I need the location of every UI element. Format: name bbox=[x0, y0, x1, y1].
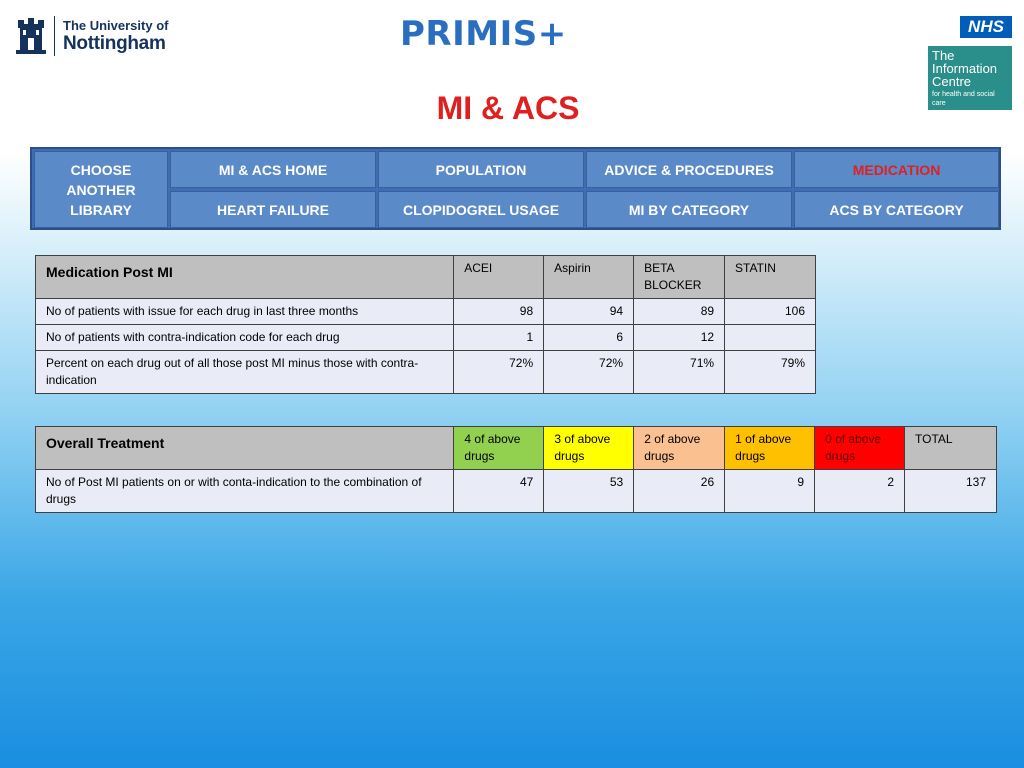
table-row bbox=[36, 299, 816, 325]
cell-value: 6 bbox=[544, 325, 634, 351]
column-header-0-drugs: 0 of above drugs bbox=[815, 427, 905, 470]
cell-value: 72% bbox=[454, 351, 544, 394]
table-header-row bbox=[36, 256, 816, 299]
treatment-table-title: Overall Treatment bbox=[36, 427, 454, 470]
table-header-row bbox=[36, 427, 997, 470]
page-title: MI & ACS bbox=[436, 90, 580, 126]
cell-value: 71% bbox=[634, 351, 725, 394]
primis-logo: PRIMIS+ bbox=[400, 14, 567, 54]
nav-advice-procedures[interactable]: ADVICE & PROCEDURES bbox=[586, 151, 792, 188]
medication-post-mi-table bbox=[35, 255, 816, 394]
cell-value: 89 bbox=[634, 299, 725, 325]
ic-tagline: for health and social care bbox=[932, 91, 995, 107]
cell-value: 1 bbox=[454, 325, 544, 351]
nav-mi-by-category[interactable]: MI BY CATEGORY bbox=[586, 191, 792, 228]
column-header-4-drugs: 4 of above drugs bbox=[454, 427, 544, 470]
ic-line3: Centre bbox=[932, 74, 972, 89]
column-header-1-drug: 1 of above drugs bbox=[725, 427, 815, 470]
row-label: No of patients with issue for each drug in last three months bbox=[36, 299, 454, 325]
table-row bbox=[36, 325, 816, 351]
cell-value: 137 bbox=[905, 470, 997, 513]
nav-choose-another-library[interactable]: CHOOSE ANOTHER LIBRARY bbox=[34, 151, 168, 228]
nav-clopidogrel-usage[interactable]: CLOPIDOGREL USAGE bbox=[378, 191, 584, 228]
university-name-line2: Nottingham bbox=[63, 32, 166, 54]
medication-table-title: Medication Post MI bbox=[36, 256, 454, 299]
cell-value: 2 bbox=[815, 470, 905, 513]
castle-crest-icon bbox=[16, 16, 46, 56]
cell-value: 106 bbox=[725, 299, 816, 325]
nav-medication[interactable]: MEDICATION bbox=[794, 151, 999, 188]
ic-line2: Information bbox=[932, 61, 998, 76]
cell-value: 26 bbox=[634, 470, 725, 513]
cell-value: 94 bbox=[544, 299, 634, 325]
university-of-nottingham-logo bbox=[16, 16, 168, 56]
row-label: No of Post MI patients on or with conta-indication to the combination of drugs bbox=[36, 470, 454, 513]
overall-treatment-table bbox=[35, 426, 997, 513]
nav-mi-acs-home[interactable]: MI & ACS HOME bbox=[170, 151, 376, 188]
cell-value: 9 bbox=[725, 470, 815, 513]
cell-value bbox=[725, 325, 816, 351]
table-row bbox=[36, 470, 997, 513]
university-name-line1: The University of bbox=[63, 17, 169, 33]
column-header-2-drugs: 2 of above drugs bbox=[634, 427, 725, 470]
ic-line1: The bbox=[932, 48, 955, 63]
column-header-acei: ACEI bbox=[454, 256, 544, 299]
column-header-3-drugs: 3 of above drugs bbox=[544, 427, 634, 470]
cell-value: 72% bbox=[544, 351, 634, 394]
column-header-aspirin: Aspirin bbox=[544, 256, 634, 299]
column-header-beta-blocker: BETA BLOCKER bbox=[634, 256, 725, 299]
nav-acs-by-category[interactable]: ACS BY CATEGORY bbox=[794, 191, 999, 228]
university-name bbox=[63, 18, 168, 55]
row-label: Percent on each drug out of all those post MI minus those with contra-indication bbox=[36, 351, 454, 394]
column-header-statin: STATIN bbox=[725, 256, 816, 299]
cell-value: 98 bbox=[454, 299, 544, 325]
cell-value: 79% bbox=[725, 351, 816, 394]
navigation-panel bbox=[30, 147, 1001, 230]
nav-population[interactable]: POPULATION bbox=[378, 151, 584, 188]
nhs-badge: NHS bbox=[960, 16, 1012, 38]
logo-divider bbox=[54, 16, 55, 56]
cell-value: 53 bbox=[544, 470, 634, 513]
cell-value: 12 bbox=[634, 325, 725, 351]
cell-value: 47 bbox=[454, 470, 544, 513]
column-header-total: TOTAL bbox=[905, 427, 997, 470]
nav-heart-failure[interactable]: HEART FAILURE bbox=[170, 191, 376, 228]
row-label: No of patients with contra-indication code for each drug bbox=[36, 325, 454, 351]
table-row bbox=[36, 351, 816, 394]
